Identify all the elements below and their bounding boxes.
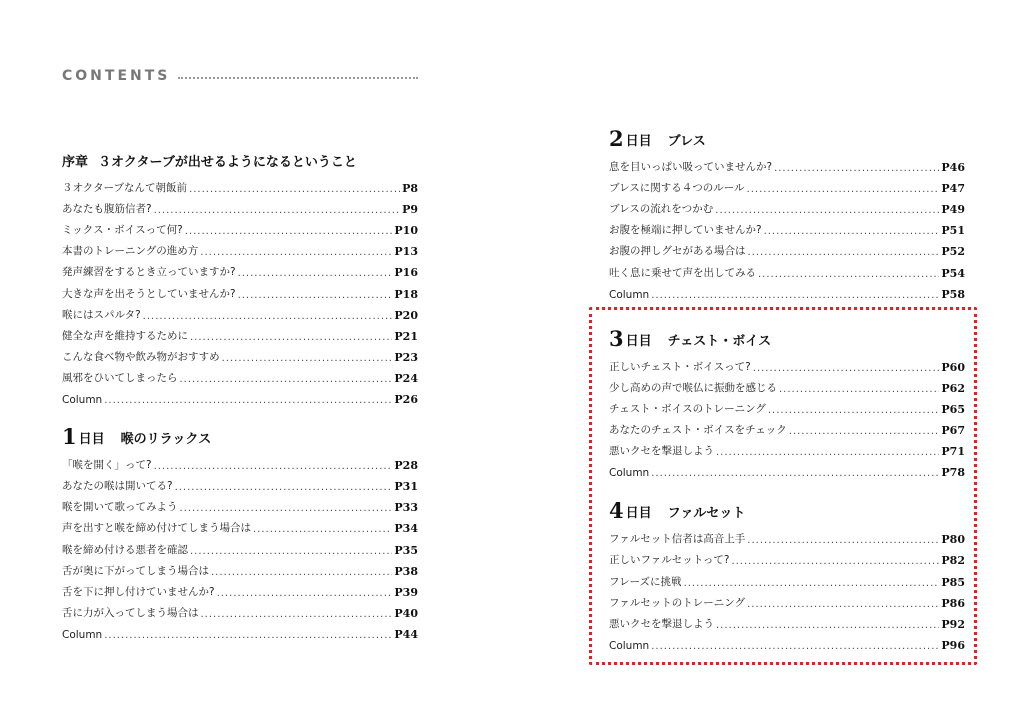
entry-title: 喉を締め付ける悪者を確認 [62, 543, 188, 556]
entry-title: ファルセットのトレーニング [609, 596, 746, 609]
page-number: P60 [941, 360, 965, 374]
day-label: 日目 [625, 333, 652, 349]
page-number: P47 [941, 182, 965, 196]
entry-title: 悪いクセを撃退しよう [609, 445, 714, 458]
page-number: P44 [394, 627, 418, 641]
section-title: ファルセット [667, 506, 746, 522]
dot-leader [651, 290, 939, 301]
page-number: P67 [941, 424, 965, 438]
toc-entry[interactable] [62, 322, 418, 343]
page-number: P54 [941, 266, 965, 280]
page-number: P52 [941, 245, 965, 259]
toc-entry[interactable] [609, 237, 965, 258]
entry-title: Column [609, 467, 650, 480]
toc-entry-list [609, 153, 965, 301]
dot-leader [154, 205, 400, 216]
entry-title: あなたの喉は開いてる? [62, 480, 173, 493]
toc-entry[interactable] [62, 343, 418, 364]
day-label: 日目 [78, 432, 105, 448]
dot-leader [190, 546, 392, 557]
entry-title: 少し高めの声で喉仏に振動を感じる [609, 381, 777, 394]
page-number: P16 [394, 266, 418, 280]
toc-entry[interactable] [609, 280, 965, 301]
page-number: P13 [394, 245, 418, 259]
toc-entry[interactable] [62, 535, 418, 556]
page-number: P51 [941, 224, 965, 238]
section-title: チェスト・ボイス [667, 333, 772, 349]
toc-entry[interactable] [62, 451, 418, 472]
dot-leader [180, 503, 393, 514]
toc-entry[interactable] [609, 174, 965, 195]
dot-leader [189, 184, 400, 195]
day-number: 2 [609, 126, 624, 151]
section-heading [62, 150, 418, 170]
toc-entry[interactable] [62, 578, 418, 599]
page-number: P82 [941, 554, 965, 568]
toc-entry[interactable] [62, 385, 418, 406]
dot-leader [217, 588, 393, 599]
dot-leader [715, 205, 939, 216]
section-day1 [62, 424, 418, 641]
dot-leader [185, 226, 393, 237]
dot-leader [748, 247, 940, 258]
entry-title: Column [62, 394, 103, 407]
entry-title: チェスト・ボイスのトレーニング [609, 402, 766, 415]
toc-entry[interactable] [62, 195, 418, 216]
dot-leader [104, 395, 392, 406]
section-heading [62, 424, 418, 450]
toc-entry[interactable] [62, 620, 418, 641]
dot-leader [238, 290, 393, 301]
toc-entry[interactable] [62, 174, 418, 195]
dot-leader [764, 226, 940, 237]
entry-title: Column [609, 288, 650, 301]
page-number: P20 [394, 308, 418, 322]
page-number: P24 [394, 371, 418, 385]
page-number: P23 [394, 350, 418, 364]
page-number: P49 [941, 203, 965, 217]
entry-title: こんな食べ物や飲み物がおすすめ [62, 350, 220, 363]
dot-leader [238, 268, 393, 279]
dot-leader [747, 184, 940, 195]
page-number: P39 [394, 585, 418, 599]
dot-leader [190, 332, 392, 343]
entry-title: 悪いクセを撃退しよう [609, 617, 714, 630]
left-column [62, 150, 418, 641]
page-number: P85 [941, 575, 965, 589]
entry-title: 舌が奥に下がってしまう場合は [62, 564, 209, 577]
toc-entry-list [62, 451, 418, 641]
entry-title: 「喉を開く」って? [62, 459, 152, 472]
section-day2 [609, 126, 965, 301]
entry-title: Column [609, 639, 650, 652]
entry-title: 息を目いっぱい吸っていませんか? [609, 161, 773, 174]
page-number: P34 [394, 522, 418, 536]
dot-leader [222, 353, 393, 364]
section-title: ブレス [667, 134, 706, 149]
entry-title: ファルセット信者は高音上手 [609, 533, 746, 546]
section-label: 序章 [62, 155, 89, 170]
entry-title: ブレスの流れをつかむ [609, 203, 714, 216]
toc-entry[interactable] [609, 216, 965, 237]
day-number: 1 [62, 424, 77, 450]
toc-entry[interactable] [609, 153, 965, 174]
toc-entry[interactable] [62, 599, 418, 620]
entry-title: 発声練習をするとき立っていますか? [62, 266, 236, 279]
page-number: P92 [941, 617, 965, 631]
page-number: P40 [394, 606, 418, 620]
dot-leader [774, 163, 939, 174]
page-number: P86 [941, 596, 965, 610]
dot-leader [154, 461, 393, 472]
entry-title: お腹の押しグセがある場合は [609, 245, 746, 258]
section-title: 喉のリラックス [120, 432, 212, 448]
entry-title: 大きな声を出そうとしていませんか? [62, 287, 236, 300]
toc-entry[interactable] [62, 216, 418, 237]
toc-entry[interactable] [62, 514, 418, 535]
entry-title: ブレスに関する４つのルール [609, 182, 745, 195]
page-number: P46 [941, 161, 965, 175]
toc-entry[interactable] [609, 258, 965, 279]
entry-title: あなたのチェスト・ボイスをチェック [609, 424, 787, 437]
toc-entry[interactable] [62, 237, 418, 258]
day-label: 日目 [625, 134, 652, 149]
section-prologue [62, 150, 418, 406]
title-dotted-rule [178, 77, 418, 79]
page-number: P26 [394, 393, 418, 407]
toc-entry[interactable] [609, 195, 965, 216]
page-number: P80 [941, 533, 965, 547]
toc-entry[interactable] [62, 301, 418, 322]
page-number: P31 [394, 480, 418, 494]
entry-title: Column [62, 628, 103, 641]
dot-leader [211, 567, 392, 578]
page-number: P71 [941, 445, 965, 459]
entry-title: あなたも腹筋信者? [62, 203, 152, 216]
dot-leader [104, 630, 392, 641]
page-number: P33 [394, 501, 418, 515]
entry-title: 舌を下に押し付けていませんか? [62, 585, 215, 598]
page-number: P18 [394, 287, 418, 301]
highlight-box [589, 307, 977, 665]
entry-title: ミックス・ボイスって何? [62, 224, 183, 237]
entry-title: フレーズに挑戦 [609, 575, 682, 588]
page-number: P96 [941, 638, 965, 652]
section-heading [609, 126, 965, 151]
toc-entry[interactable] [62, 364, 418, 385]
page-number: P10 [394, 224, 418, 238]
page-number: P65 [941, 402, 965, 416]
page-number: P21 [394, 329, 418, 343]
toc-entry-list [62, 174, 418, 406]
day-number: 3 [609, 325, 624, 351]
page-title: CONTENTS [62, 68, 171, 84]
dot-leader [180, 374, 393, 385]
entry-title: 風邪をひいてしまったら [62, 371, 178, 384]
dot-leader [253, 524, 392, 535]
page-number: P9 [402, 203, 418, 217]
page-number: P35 [394, 543, 418, 557]
section-title: ３オクターブが出せるようになるということ [98, 155, 357, 170]
toc-entry[interactable] [62, 493, 418, 514]
contents-header [62, 68, 418, 84]
page-number: P28 [394, 459, 418, 473]
entry-title: 吐く息に乗せて声を出してみる [609, 266, 756, 279]
toc-entry[interactable] [62, 279, 418, 300]
entry-title: 正しいファルセットって? [609, 554, 730, 567]
entry-title: 本書のトレーニングの進め方 [62, 245, 199, 258]
entry-title: お腹を極端に押していませんか? [609, 224, 762, 237]
day-label: 日目 [625, 506, 652, 522]
page-number: P8 [402, 182, 418, 196]
dot-leader [143, 311, 393, 322]
toc-entry[interactable] [62, 472, 418, 493]
page-number: P78 [941, 466, 965, 480]
dot-leader [758, 269, 939, 280]
entry-title: 健全な声を維持するために [62, 329, 188, 342]
day-number: 4 [609, 498, 624, 524]
page-number: P38 [394, 564, 418, 578]
page-number: P62 [941, 381, 965, 395]
dot-leader [200, 247, 392, 258]
entry-title: 喉にはスパルタ? [62, 308, 141, 321]
page-number: P58 [941, 287, 965, 301]
entry-title: 喉を開いて歌ってみよう [62, 501, 178, 514]
dot-leader [201, 609, 393, 620]
entry-title: 舌に力が入ってしまう場合は [62, 606, 199, 619]
entry-title: 声を出すと喉を締め付けてしまう場合は [62, 522, 251, 535]
dot-leader [175, 482, 393, 493]
toc-entry[interactable] [62, 258, 418, 279]
entry-title: ３オクターブなんて朝飯前 [62, 182, 188, 195]
entry-title: 正しいチェスト・ボイスって? [609, 360, 751, 373]
toc-entry[interactable] [62, 557, 418, 578]
